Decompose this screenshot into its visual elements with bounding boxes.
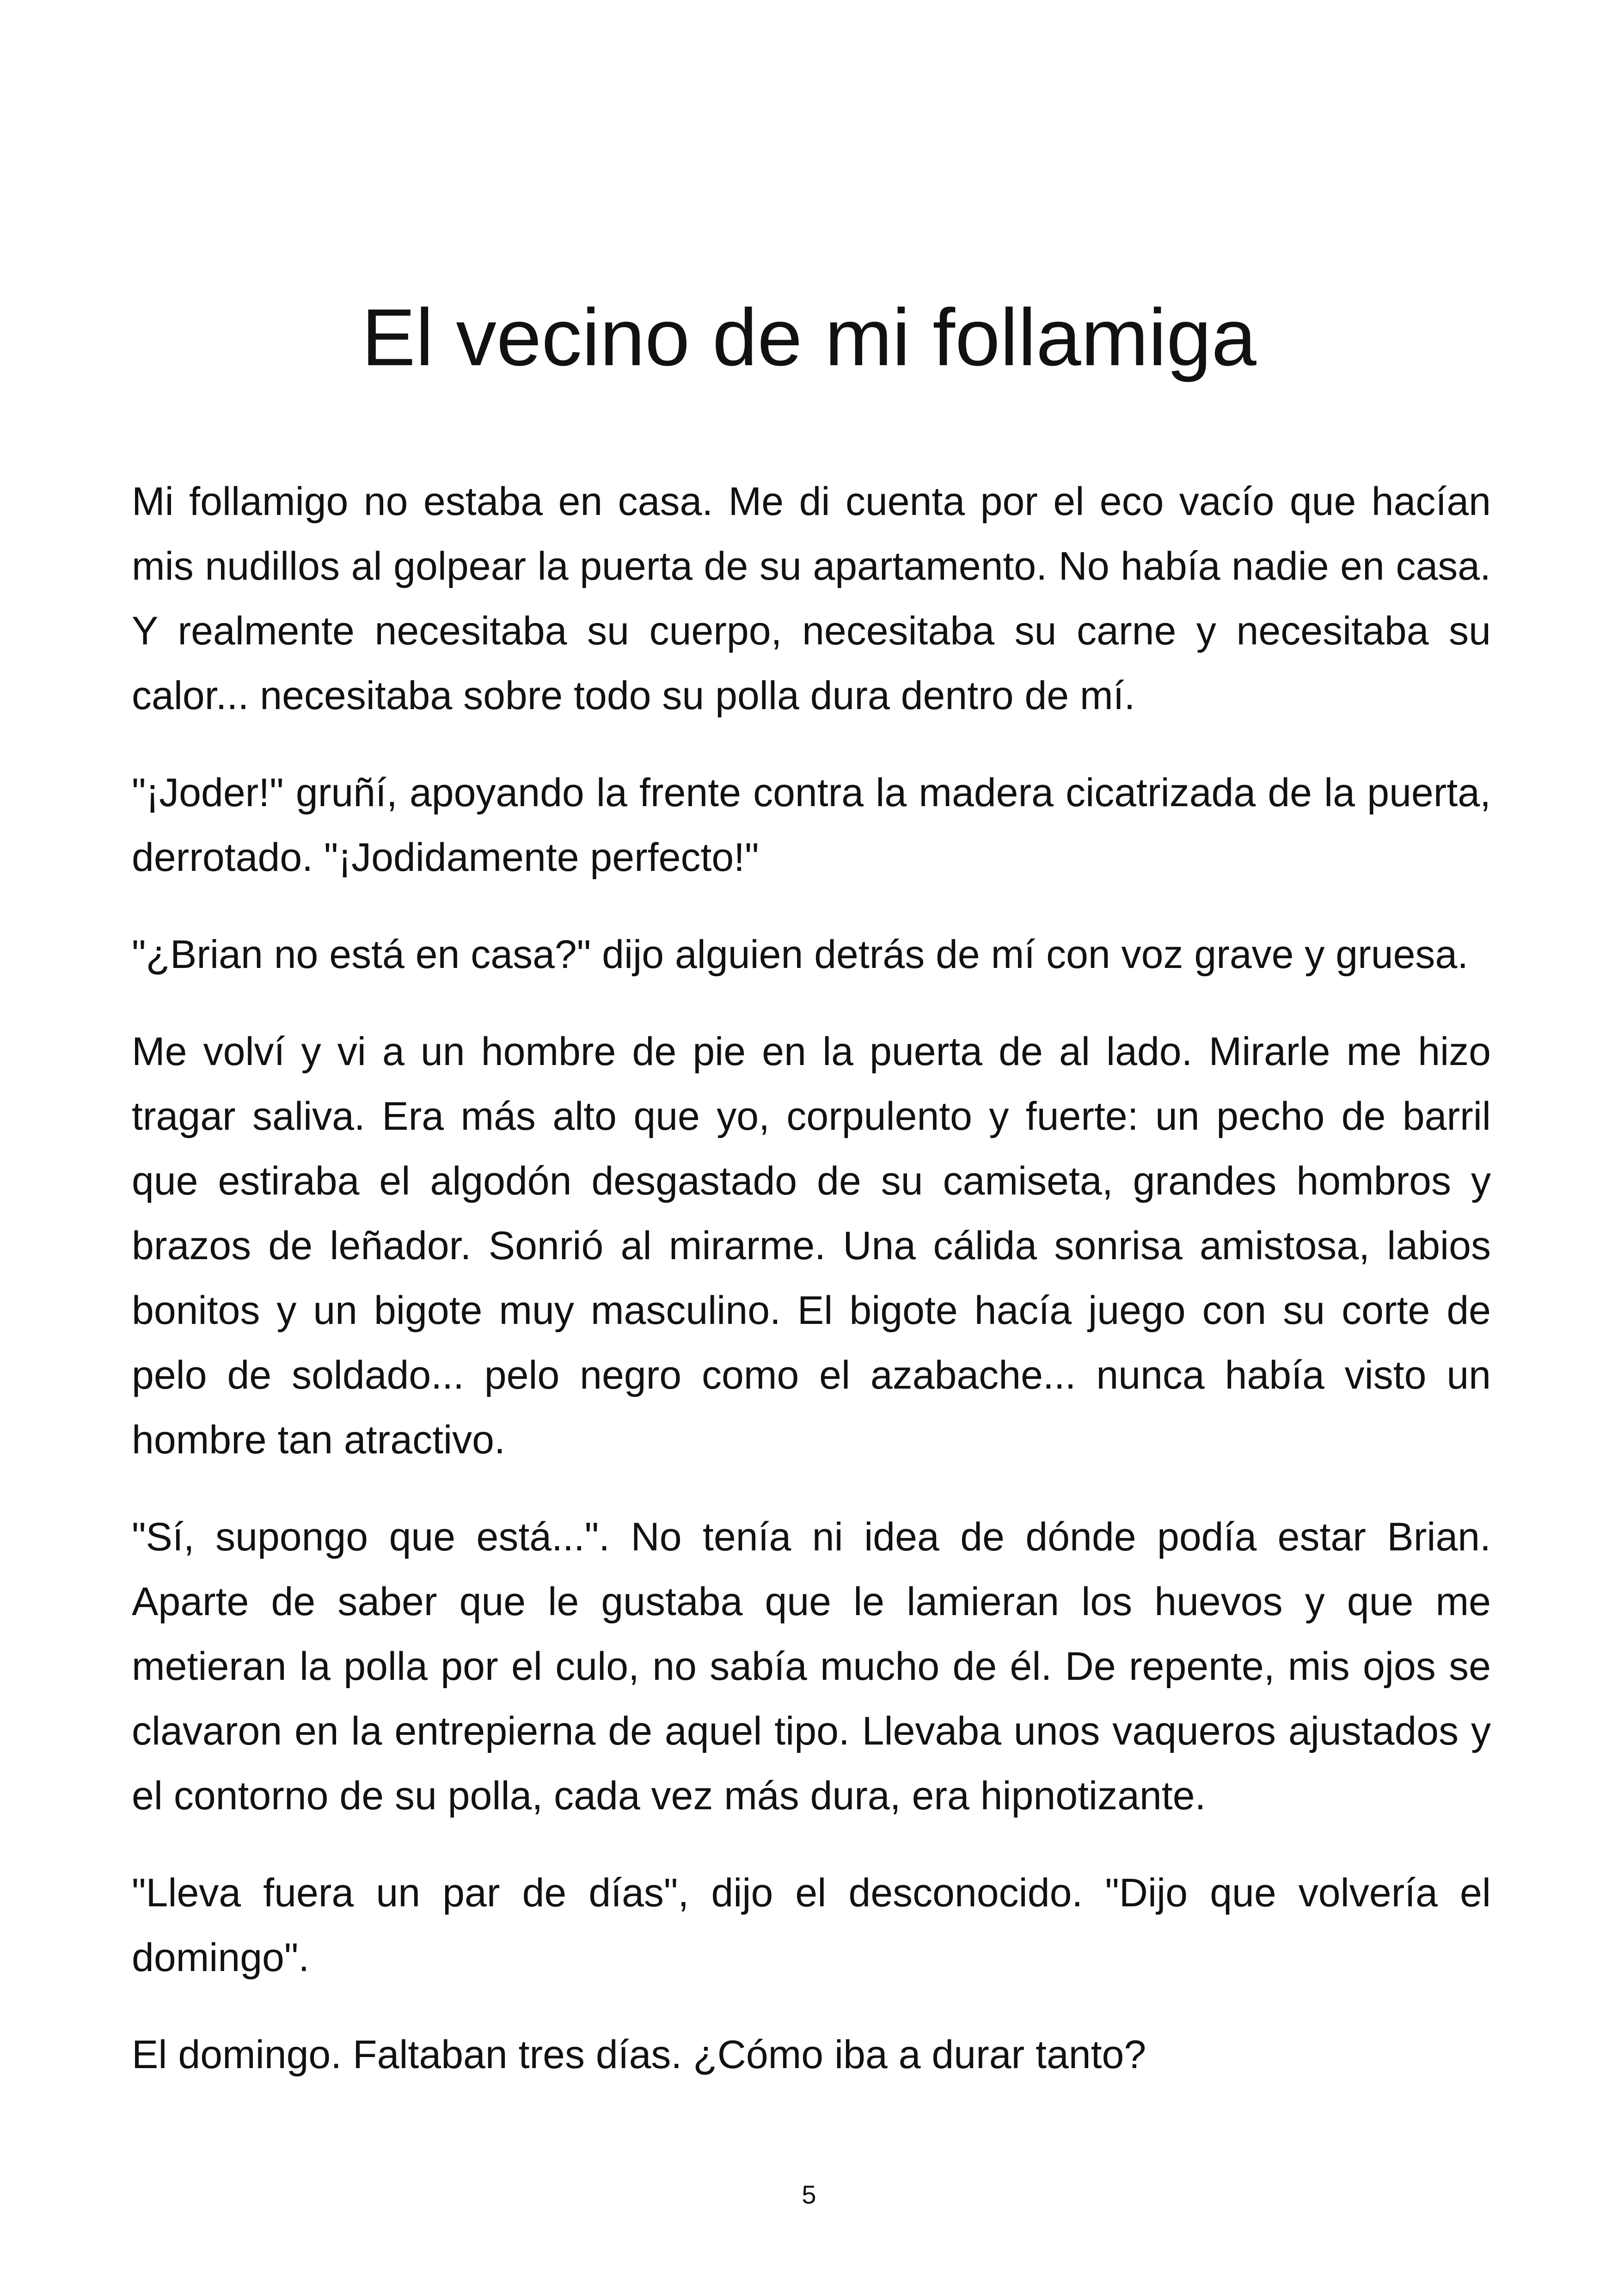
paragraph: Me volví y vi a un hombre de pie en la puerta de al lado. Mirarle me hizo tragar saliva. Era más alto que yo, corpulento y fuerte: un pecho de barril que estiraba el algodón desgastado de su camiseta, grandes hombros y brazos de leñador. Sonrió al mirarme. Una cálida sonrisa amistosa, labios bonitos y un bigote muy masculino. El bigote hacía juego con su corte de pelo de soldado... pelo negro como el azabache... nunca había visto un hombre tan atractivo.	[132, 1029, 1491, 1462]
paragraph: "¿Brian no está en casa?" dijo alguien detrás de mí con voz grave y gruesa.	[132, 932, 1469, 977]
page-title: El vecino de mi follamiga	[362, 293, 1256, 383]
paragraph: "¡Joder!" gruñí, apoyando la frente contra la madera cicatrizada de la puerta, derrotado. "¡Jodidamente perfecto!"	[132, 771, 1491, 880]
paragraph: "Lleva fuera un par de días", dijo el desconocido. "Dijo que volvería el domingo".	[132, 1871, 1491, 1980]
paragraph: Mi follamigo no estaba en casa. Me di cuenta por el eco vacío que hacían mis nudillos al golpear la puerta de su apartamento. No había nadie en casa. Y realmente necesitaba su cuerpo, necesitaba su carne y necesitaba su calor... necesitaba sobre todo su polla dura dentro de mí.	[132, 479, 1491, 718]
paragraph: "Sí, supongo que está...". No tenía ni idea de dónde podía estar Brian. Aparte de saber que le gustaba que le lamieran los huevos y que me metieran la polla por el culo, no sabía mucho de él. De repente, mis ojos se clavaron en la entrepierna de aquel tipo. Llevaba unos vaqueros ajustados y el contorno de su polla, cada vez más dura, era hipnotizante.	[132, 1515, 1491, 1818]
body-text	[132, 469, 1491, 2119]
paragraph: El domingo. Faltaban tres días. ¿Cómo iba a durar tanto?	[132, 2033, 1146, 2077]
page-number: 5	[802, 2180, 816, 2209]
